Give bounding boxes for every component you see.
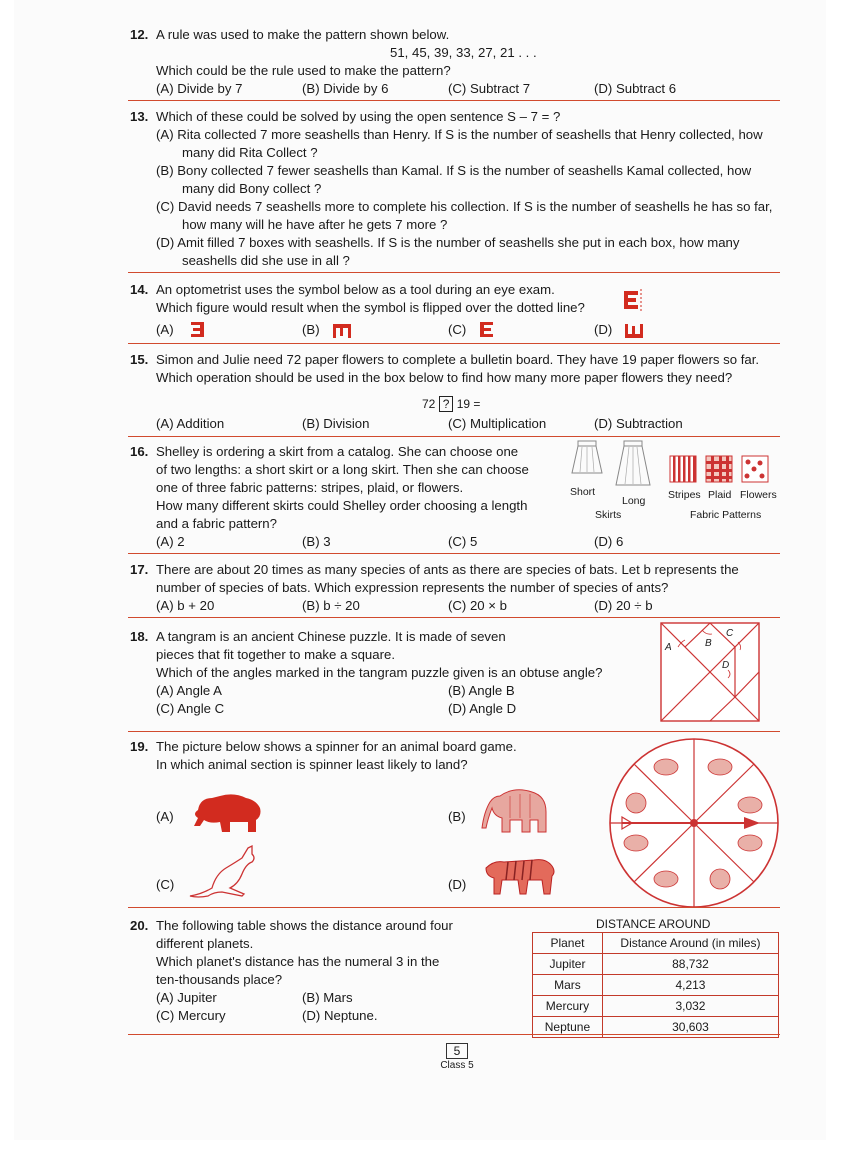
stem-line: Which planet's distance has the numeral 3 in the bbox=[156, 954, 440, 969]
planet-cell: Jupiter bbox=[533, 954, 603, 975]
option-a[interactable]: (A) Angle A bbox=[156, 683, 222, 698]
stem-line: The following table shows the distance around four bbox=[156, 918, 453, 933]
option-c[interactable]: (C) bbox=[448, 322, 467, 337]
option-c[interactable]: (C) Multiplication bbox=[448, 416, 547, 431]
question-stem: Which of these could be solved by using the open sentence S – 7 = ? bbox=[156, 109, 561, 124]
short-skirt-icon bbox=[572, 441, 602, 473]
table-row bbox=[533, 954, 779, 975]
distance-cell: 30,603 bbox=[602, 1017, 778, 1038]
stem-line: How many different skirts could Shelley order choosing a length bbox=[156, 498, 528, 513]
stem-line: and a fabric pattern? bbox=[156, 516, 277, 531]
table-title: DISTANCE AROUND bbox=[596, 917, 711, 931]
class-label: Class 5 bbox=[440, 1060, 474, 1071]
animal-spinner-figure bbox=[604, 737, 784, 909]
option-d[interactable]: (D) 20 ÷ b bbox=[594, 598, 653, 613]
question-number: 15. bbox=[130, 352, 149, 367]
plaid-pattern-icon bbox=[706, 456, 732, 482]
divider bbox=[128, 731, 780, 732]
option-b[interactable]: (B) Division bbox=[302, 416, 370, 431]
divider bbox=[128, 343, 780, 344]
question-18 bbox=[130, 628, 780, 724]
distance-cell: 88,732 bbox=[602, 954, 778, 975]
option-c[interactable]: (C) bbox=[156, 877, 175, 892]
option-b[interactable]: (B) Mars bbox=[302, 990, 353, 1005]
e-option-c-icon bbox=[478, 321, 496, 339]
tiger-icon bbox=[480, 850, 560, 900]
rotated-e-option-d-icon bbox=[624, 323, 644, 339]
question-stem: A rule was used to make the pattern shown below. bbox=[156, 27, 450, 42]
question-13 bbox=[130, 108, 780, 268]
option-c[interactable]: (C) Subtract 7 bbox=[448, 81, 531, 96]
table-row bbox=[533, 975, 779, 996]
distance-cell: 3,032 bbox=[602, 996, 778, 1017]
option-a[interactable]: (A) Rita collected 7 more seashells than Henry. If S is the number of seashells that Henry collected, how many did Rita Collect ? bbox=[156, 127, 763, 160]
question-number: 13. bbox=[130, 109, 149, 124]
planet-cell: Mercury bbox=[533, 996, 603, 1017]
question-ask: Which operation should be used in the box below to find how many more paper flowers they need? bbox=[156, 370, 733, 385]
option-d[interactable]: (D) Neptune. bbox=[302, 1008, 378, 1023]
stem-line: of two lengths: a short skirt or a long skirt. Then she can choose bbox=[156, 462, 529, 477]
flowers-pattern-icon bbox=[742, 456, 768, 482]
angle-d-label: D bbox=[722, 660, 730, 671]
question-17 bbox=[130, 561, 780, 617]
option-a[interactable]: (A) bbox=[156, 809, 174, 824]
question-14 bbox=[130, 281, 780, 341]
skirts-label: Skirts bbox=[595, 509, 622, 521]
table-header: Planet bbox=[533, 933, 603, 954]
short-label: Short bbox=[570, 486, 596, 498]
distance-cell: 4,213 bbox=[602, 975, 778, 996]
elephant-icon bbox=[480, 782, 554, 838]
table-header: Distance Around (in miles) bbox=[602, 933, 778, 954]
question-19 bbox=[130, 738, 780, 908]
stem-line: A tangram is an ancient Chinese puzzle. It is made of seven bbox=[156, 629, 506, 644]
question-stem: There are about 20 times as many species of ants as there are species of bats. Let b represents the number of species of bats. Which expression represents the number of species of ants? bbox=[156, 562, 739, 595]
stem-line: The picture below shows a spinner for an animal board game. bbox=[156, 739, 517, 754]
long-skirt-icon bbox=[616, 441, 650, 485]
angle-b-label: B bbox=[705, 638, 712, 649]
page-number: 5 bbox=[446, 1043, 468, 1059]
bear-icon bbox=[190, 790, 266, 836]
fabric-patterns-figure bbox=[668, 455, 776, 483]
option-a[interactable]: (A) bbox=[156, 322, 174, 337]
option-a[interactable]: (A) Jupiter bbox=[156, 990, 217, 1005]
option-a[interactable]: (A) 2 bbox=[156, 534, 185, 549]
question-number: 20. bbox=[130, 918, 149, 933]
angle-a-label: A bbox=[665, 642, 672, 653]
question-number: 17. bbox=[130, 562, 149, 577]
open-equation: 72 ? 19 = bbox=[422, 397, 481, 411]
stem-line: Which of the angles marked in the tangram puzzle given is an obtuse angle? bbox=[156, 665, 603, 680]
divider bbox=[128, 436, 780, 437]
divider bbox=[128, 907, 780, 908]
planet-cell: Mars bbox=[533, 975, 603, 996]
option-a[interactable]: (A) Addition bbox=[156, 416, 225, 431]
stem-line: different planets. bbox=[156, 936, 254, 951]
stripes-label: Stripes bbox=[668, 489, 701, 501]
option-d[interactable]: (D) Subtraction bbox=[594, 416, 683, 431]
tangram-puzzle-figure bbox=[660, 622, 760, 722]
question-12 bbox=[130, 26, 780, 96]
question-number: 19. bbox=[130, 739, 149, 754]
flipped-e-option-a-icon bbox=[188, 321, 206, 339]
divider bbox=[128, 100, 780, 101]
option-b[interactable]: (B) bbox=[448, 809, 466, 824]
table-row bbox=[533, 996, 779, 1017]
operation-box: ? bbox=[439, 396, 454, 412]
question-number: 14. bbox=[130, 282, 149, 297]
option-d[interactable]: (D) Amit filled 7 boxes with seashells. If S is the number of seashells she put in each box, how many seashells did she use in all ? bbox=[156, 235, 740, 268]
option-d[interactable]: (D) bbox=[448, 877, 467, 892]
option-b[interactable]: (B) Angle B bbox=[448, 683, 515, 698]
stem-line: one of three fabric patterns: stripes, plaid, or flowers. bbox=[156, 480, 464, 495]
question-16 bbox=[130, 443, 780, 551]
stem-line: In which animal section is spinner least likely to land? bbox=[156, 757, 468, 772]
table-header-row bbox=[533, 933, 779, 954]
kangaroo-icon bbox=[186, 844, 266, 900]
fabric-patterns-label: Fabric Patterns bbox=[690, 509, 762, 521]
option-d[interactable]: (D) Subtract 6 bbox=[594, 81, 677, 96]
plaid-label: Plaid bbox=[708, 489, 732, 501]
option-c[interactable]: (C) David needs 7 seashells more to complete his collection. If S is the number of seashells he has so far, how many will he have after he gets 7 more ? bbox=[156, 199, 773, 232]
question-ask: Which figure would result when the symbol is flipped over the dotted line? bbox=[156, 300, 585, 315]
divider bbox=[128, 272, 780, 273]
long-label: Long bbox=[622, 495, 646, 507]
angle-c-label: C bbox=[726, 628, 734, 639]
divider bbox=[128, 553, 780, 554]
option-c[interactable]: (C) Angle C bbox=[156, 701, 225, 716]
stripes-pattern-icon bbox=[670, 456, 696, 482]
planet-cell: Neptune bbox=[533, 1017, 603, 1038]
question-ask: Which could be the rule used to make the pattern? bbox=[156, 63, 451, 78]
stem-line: Shelley is ordering a skirt from a catalog. She can choose one bbox=[156, 444, 519, 459]
question-number: 12. bbox=[130, 27, 149, 42]
option-c[interactable]: (C) 5 bbox=[448, 534, 478, 549]
question-stem: Simon and Julie need 72 paper flowers to complete a bulletin board. They have 19 paper flowers so far. bbox=[156, 352, 760, 367]
option-b[interactable]: (B) Divide by 6 bbox=[302, 81, 389, 96]
option-d[interactable]: (D) bbox=[594, 322, 613, 337]
option-b[interactable]: (B) 3 bbox=[302, 534, 331, 549]
question-stem: An optometrist uses the symbol below as a tool during an eye exam. bbox=[156, 282, 555, 297]
stem-line: pieces that fit together to make a square. bbox=[156, 647, 395, 662]
option-b[interactable]: (B) Bony collected 7 fewer seashells than Kamal. If S is the number of seashells Kamal collected, how many did Bony collect ? bbox=[156, 163, 752, 196]
stem-line: ten-thousands place? bbox=[156, 972, 283, 987]
divider bbox=[128, 1034, 780, 1035]
option-c[interactable]: (C) 20 × b bbox=[448, 598, 508, 613]
option-c[interactable]: (C) Mercury bbox=[156, 1008, 226, 1023]
distance-table bbox=[532, 932, 779, 1038]
option-a[interactable]: (A) b + 20 bbox=[156, 598, 215, 613]
eye-chart-symbol-icon bbox=[622, 289, 646, 313]
option-b[interactable]: (B) b ÷ 20 bbox=[302, 598, 360, 613]
question-number: 16. bbox=[130, 444, 149, 459]
flowers-label: Flowers bbox=[740, 489, 777, 501]
question-20 bbox=[130, 917, 780, 1034]
option-d[interactable]: (D) Angle D bbox=[448, 701, 517, 716]
number-pattern: 51, 45, 39, 33, 27, 21 . . . bbox=[390, 45, 537, 60]
divider bbox=[128, 617, 780, 618]
rotated-e-option-b-icon bbox=[332, 323, 352, 339]
option-a[interactable]: (A) Divide by 7 bbox=[156, 81, 243, 96]
option-b[interactable]: (B) bbox=[302, 322, 320, 337]
question-15 bbox=[130, 351, 780, 433]
option-d[interactable]: (D) 6 bbox=[594, 534, 624, 549]
question-number: 18. bbox=[130, 629, 149, 644]
